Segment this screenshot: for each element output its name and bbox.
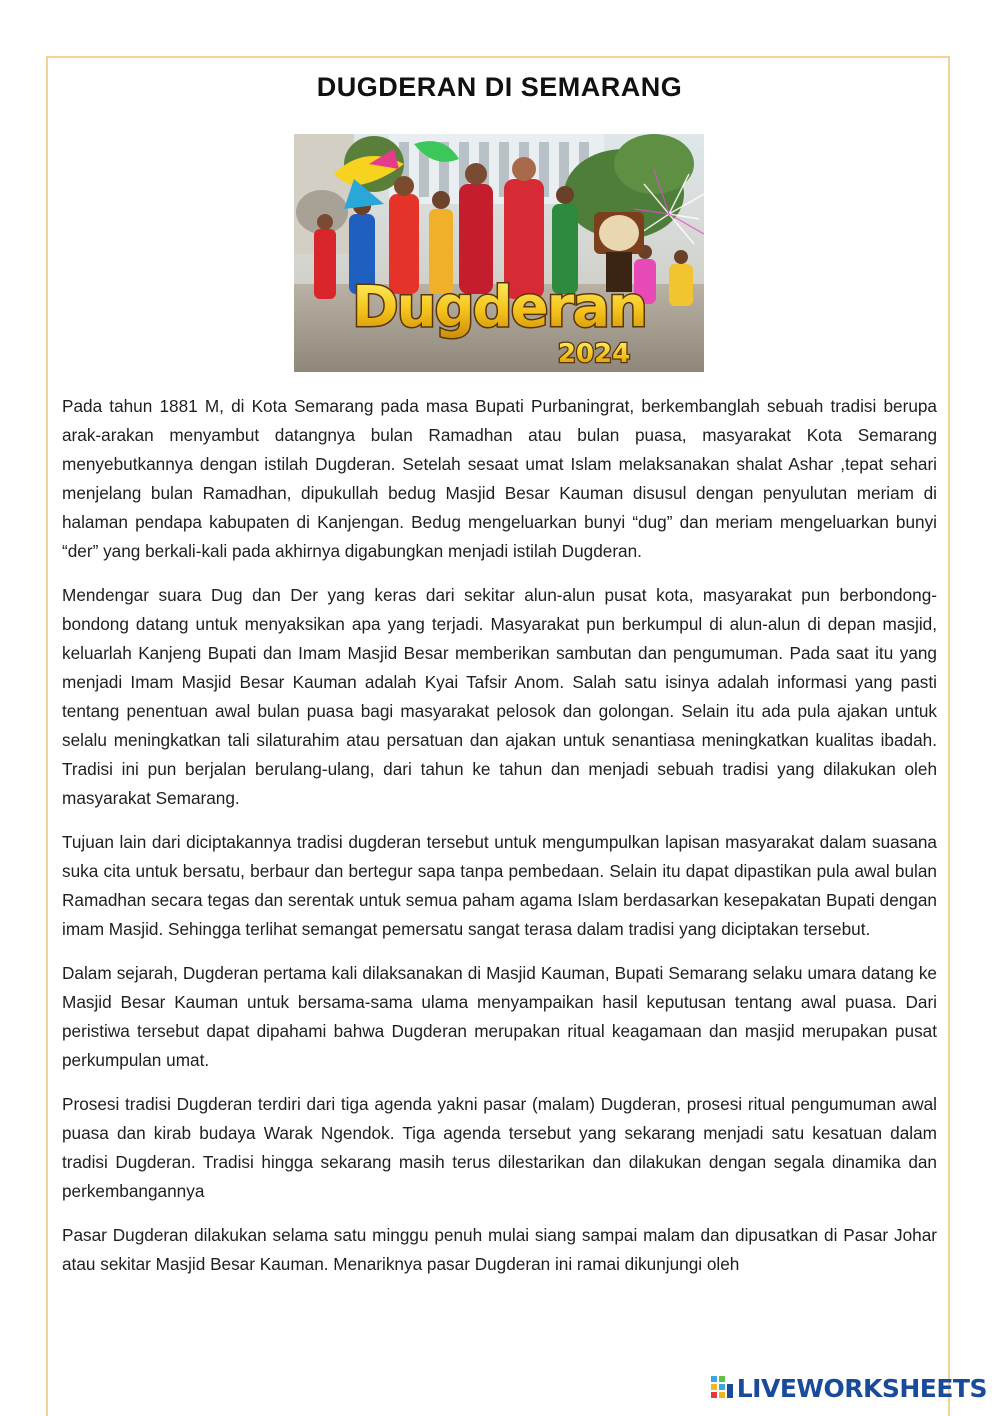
festival-photo	[294, 134, 704, 372]
logo-word: Dugderan	[352, 275, 646, 340]
liveworksheets-logo[interactable]	[711, 1373, 987, 1403]
liveworksheets-wordmark: LIVEWORKSHEETS	[736, 1373, 987, 1403]
logo-year: 2024	[557, 339, 631, 369]
liveworksheets-mark-icon	[711, 1376, 733, 1400]
paragraph-2: Mendengar suara Dug dan Der yang keras dari sekitar alun-alun pusat kota, masyarakat pun berbondong-bondong datang untuk menyaksikan apa yang terjadi. Masyarakat pun berkumpul di alun-alun di depan masjid, keluarlah Kanjeng Bupati dan Imam Masjid Besar memberikan sambutan dan pengumuman. Pada saat itu yang menjadi Imam Masjid Besar Kauman adalah Kyai Tafsir Anom. Salah satu isinya adalah informasi yang pasti tentang penentuan awal bulan puasa bagi masyarakat pelosok dan golongan. Selain itu ada pula ajakan untuk selalu meningkatkan tali silaturahim atau persatuan dan ajakan untuk senantiasa meningkatkan kualitas ibadah. Tradisi ini pun berjalan berulang-ulang, dari tahun ke tahun dan menjadi sebuah tradisi yang dilakukan oleh masyarakat Semarang.	[62, 585, 937, 808]
article-body	[62, 392, 937, 1294]
paragraph-4: Dalam sejarah, Dugderan pertama kali dilaksanakan di Masjid Kauman, Bupati Semarang selaku umara datang ke Masjid Besar Kauman untuk bersama-sama ulama menyampaikan hasil keputusan tentang awal puasa. Dari peristiwa tersebut dapat dipahami bahwa Dugderan merupakan ritual keagamaan dan masjid merupakan pusat perkumpulan umat.	[62, 963, 937, 1070]
paragraph-5: Prosesi tradisi Dugderan terdiri dari tiga agenda yakni pasar (malam) Dugderan, prosesi ritual pengumuman awal puasa dan kirab budaya Warak Ngendok. Tiga agenda tersebut yang sekarang menjadi satu kesatuan dalam tradisi Dugderan. Tradisi hingga sekarang masih terus dilestarikan dan dilakukan dengan segala dinamika dan perkembangannya	[62, 1094, 937, 1201]
paragraph-6: Pasar Dugderan dilakukan selama satu minggu penuh mulai siang sampai malam dan dipusatkan di Pasar Johar atau sekitar Masjid Besar Kauman. Menariknya pasar Dugderan ini ramai dikunjungi oleh	[62, 1225, 937, 1274]
page-title: DUGDERAN DI SEMARANG	[316, 72, 683, 102]
paragraph-3: Tujuan lain dari diciptakannya tradisi dugderan tersebut untuk mengumpulkan lapisan masyarakat dalam suasana suka cita untuk bersatu, berbaur dan bertegur sapa tanpa pembedaan. Selain itu dapat dipastikan pula awal bulan Ramadhan secara tegas dan serentak untuk semua paham agama Islam berdasarkan kesepakatan Bupati dengan imam Masjid. Sehingga terlihat semangat pemersatu sangat terasa dalam tradisi yang diciptakan tersebut.	[62, 832, 937, 939]
paragraph-1: Pada tahun 1881 M, di Kota Semarang pada masa Bupati Purbaningrat, berkembanglah sebuah tradisi berupa arak-arakan menyambut datangnya bulan Ramadhan atau bulan puasa, masyarakat Kota Semarang menyebutkannya dengan istilah Dugderan. Setelah sesaat umat Islam melaksanakan shalat Ashar ,tepat sehari menjelang bulan Ramadhan, dipukullah bedug Masjid Besar Kauman disusul dengan penyulutan meriam di halaman pendapa kabupaten di Kanjengan. Bedug mengeluarkan bunyi “dug” dan meriam mengeluarkan bunyi “der” yang berkali-kali pada akhirnya digabungkan menjadi istilah Dugderan.	[62, 396, 937, 561]
